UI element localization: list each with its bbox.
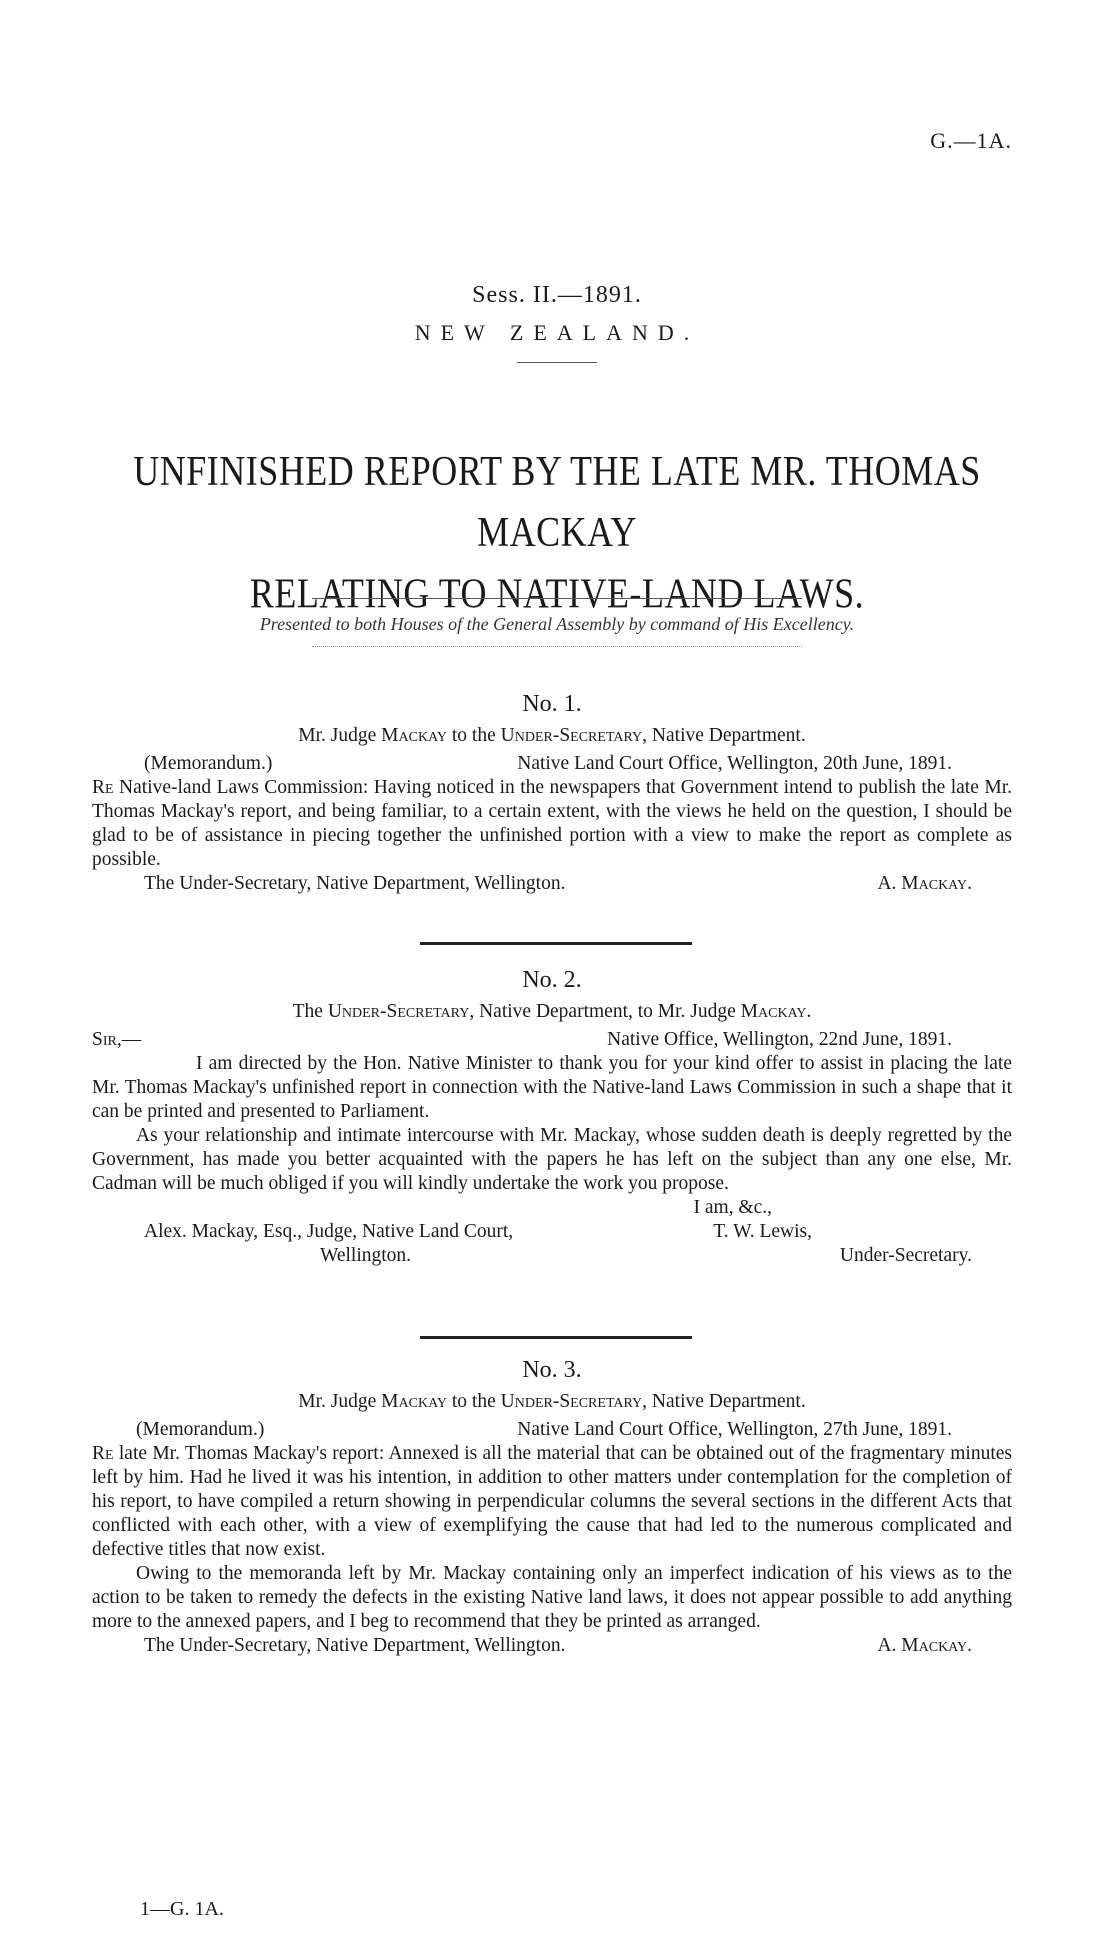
letter-paragraph: Re late Mr. Thomas Mackay's report: Annexed is all the material that can be obtained out of the fragmentary minutes left by him. Had he lived it was his intention, in addition to other matters under contemplation for the completion of his report, to have compiled a return showing in perpendicular columns the several sections in the different Acts that conflicted with each other, with a view of exemplifying the cause that had led to the numerous complicated and defective titles that now exist.: [92, 1443, 1012, 1560]
country-line: NEW ZEALAND.: [414, 320, 700, 345]
letter-paragraph: Owing to the memoranda left by Mr. Mackay containing only an imperfect indication of his views as to the action to be taken to remedy the defects in the existing Native land laws, it does not appear possible to add anything more to the annexed papers, and I beg to recommend that they be printed as arranged.: [92, 1563, 1012, 1632]
signature-title: Under-Secretary.: [839, 1245, 972, 1266]
memo-line: [92, 752, 1012, 776]
letter-number: No. 2.: [522, 967, 582, 993]
title-line-2: RELATING TO NATIVE-LAND LAWS.: [249, 569, 865, 617]
letter-number: No. 1.: [522, 691, 582, 717]
letter-heading: Mr. Judge Mackay to the Under-Secretary, Native Department.: [298, 725, 806, 746]
signature-line: [92, 1634, 1012, 1658]
memo-line: [92, 1418, 1012, 1442]
closing: I am, &c.,: [693, 1197, 772, 1218]
letter-number: No. 3.: [522, 1357, 582, 1383]
letter-paragraph: I am directed by the Hon. Native Minister to thank you for your kind offer to assist in placing the late Mr. Thomas Mackay's unfinished report in connection with the Native-land Laws Commission in such a shape that it can be printed and presented to Parliament.: [92, 1053, 1012, 1122]
addressee: The Under-Secretary, Native Department, Wellington.: [144, 1635, 566, 1656]
place-date: Native Land Court Office, Wellington, 27th June, 1891.: [517, 1419, 952, 1440]
signature-line: [92, 1220, 1012, 1244]
section-divider: [420, 942, 692, 945]
divider: [517, 362, 597, 363]
divider: [312, 646, 802, 647]
addressee-city: Wellington.: [320, 1245, 412, 1266]
signature-line: [92, 1244, 1012, 1268]
presented-line: Presented to both Houses of the General Assembly by command of His Excellency.: [259, 614, 855, 634]
letter-no-1: [92, 692, 1012, 896]
page-footer: 1—G. 1A.: [140, 1898, 224, 1920]
salutation: Sir,—: [92, 1029, 142, 1050]
document-reference: G.—1A.: [930, 128, 1012, 153]
letter-no-2: [92, 968, 1012, 1268]
letter-no-3: [92, 1358, 1012, 1658]
title-line-1: UNFINISHED REPORT BY THE LATE MR. THOMAS MACKAY: [133, 447, 981, 556]
place-date: Native Office, Wellington, 22nd June, 1891.: [607, 1029, 952, 1050]
signature: A. Mackay.: [877, 1635, 972, 1656]
place-date: Native Land Court Office, Wellington, 20th June, 1891.: [517, 753, 952, 774]
signature-line: [92, 872, 1012, 896]
divider: [312, 598, 802, 599]
letter-paragraph: As your relationship and intimate intercourse with Mr. Mackay, whose sudden death is deeply regretted by the Government, has made you better acquainted with the papers he has left on the subject than any one else, Mr. Cadman will be much obliged if you will kindly undertake the work you propose.: [92, 1125, 1012, 1194]
memo-label: (Memorandum.): [136, 1419, 265, 1440]
session-line: Sess. II.—1891.: [472, 282, 642, 308]
memo-label: (Memorandum.): [144, 753, 273, 774]
signature: A. Mackay.: [877, 873, 972, 894]
signature-name: T. W. Lewis,: [713, 1221, 812, 1242]
report-title: [60, 440, 1054, 624]
section-divider: [420, 1336, 692, 1339]
addressee: Alex. Mackay, Esq., Judge, Native Land Court,: [144, 1221, 514, 1242]
closing-line: [92, 1196, 1012, 1220]
addressee: The Under-Secretary, Native Department, Wellington.: [144, 873, 566, 894]
letter-body: Re Native-land Laws Commission: Having noticed in the newspapers that Government intend to publish the late Mr. Thomas Mackay's report, and being familiar, to a certain extent, with the views he held on the question, I should be glad to be of assistance in piecing together the unfinished portion with a view to make the report as complete as possible.: [92, 777, 1012, 870]
letter-heading: Mr. Judge Mackay to the Under-Secretary, Native Department.: [298, 1391, 806, 1412]
salutation-line: [92, 1028, 1012, 1052]
letter-heading: The Under-Secretary, Native Department, to Mr. Judge Mackay.: [292, 1001, 812, 1022]
